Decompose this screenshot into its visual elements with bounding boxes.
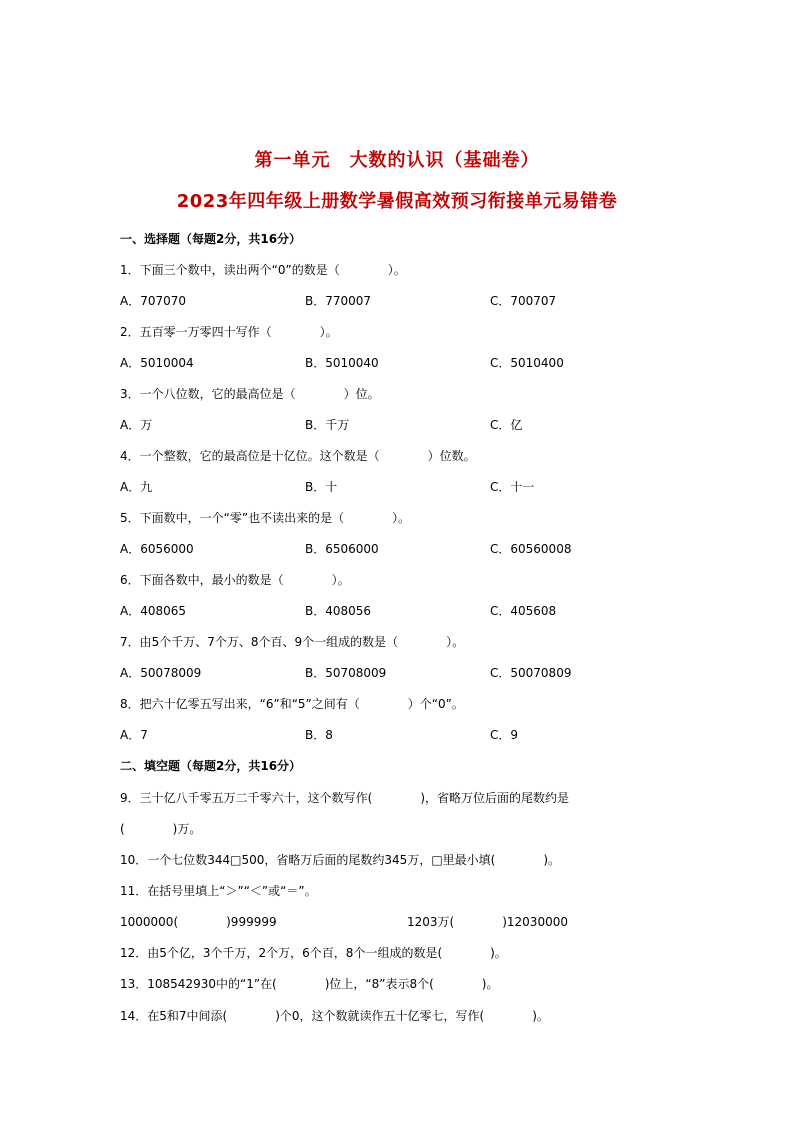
option-b: B．十 [305, 480, 338, 494]
question-stem: 6．下面各数中，最小的数是（ ）。 [120, 573, 350, 587]
page-subtitle: 2023年四年级上册数学暑假高效预习衔接单元易错卷 [176, 191, 618, 212]
option-a: A．50078009 [120, 666, 202, 680]
comparison-right: 1203万( )12030000 [407, 915, 568, 929]
question-stem: 9．三十亿八千零五万二千零六十，这个数写作( )，省略万位后面的尾数约是 [120, 791, 570, 805]
option-a: A．九 [120, 480, 153, 494]
option-c: C．405608 [490, 604, 557, 618]
question-stem: 1．下面三个数中，读出两个“0”的数是（ ）。 [120, 263, 406, 277]
question-stem: 7．由5个千万、7个万、8个百、9个一组成的数是（ ）。 [120, 635, 465, 649]
option-b: B．8 [305, 728, 333, 742]
option-a: A．408065 [120, 604, 187, 618]
option-c: C．十一 [490, 480, 535, 494]
option-b: B．50708009 [305, 666, 387, 680]
question-stem: 8．把六十亿零五写出来，“6”和“5”之间有（ ）个“0”。 [120, 697, 464, 711]
option-a: A．万 [120, 418, 153, 432]
option-b: B．770007 [305, 294, 372, 308]
page-title: 第一单元 大数的认识（基础卷） [254, 150, 540, 171]
question-stem: 4．一个整数，它的最高位是十亿位。这个数是（ ）位数。 [120, 449, 476, 463]
option-a: A．6056000 [120, 542, 194, 556]
question-stem: 12．由5个亿，3个千万，2个万，6个百，8个一组成的数是( )。 [120, 946, 507, 960]
question-stem: 3．一个八位数，它的最高位是（ ）位。 [120, 387, 380, 401]
option-a: A．7 [120, 728, 148, 742]
section-choice-heading: 一、选择题（每题2分，共16分） [120, 232, 302, 246]
option-c: C．700707 [490, 294, 557, 308]
option-c: C．亿 [490, 418, 523, 432]
question-stem-continued: ( )万。 [120, 822, 202, 836]
option-c: C．9 [490, 728, 519, 742]
comparison-left: 1000000( )999999 [120, 915, 277, 929]
option-a: A．707070 [120, 294, 187, 308]
question-stem: 2．五百零一万零四十写作（ ）。 [120, 325, 338, 339]
option-c: C．5010400 [490, 356, 564, 370]
option-b: B．千万 [305, 418, 350, 432]
option-c: C．60560008 [490, 542, 572, 556]
question-stem: 5．下面数中，一个“零”也不读出来的是（ ）。 [120, 511, 411, 525]
question-stem: 13．108542930中的“1”在( )位上，“8”表示8个( )。 [120, 977, 499, 991]
section-fill-heading: 二、填空题（每题2分，共16分） [120, 759, 302, 773]
option-c: C．50070809 [490, 666, 572, 680]
option-b: B．408056 [305, 604, 372, 618]
question-stem: 10．一个七位数344□500，省略万后面的尾数约345万，□里最小填( )。 [120, 853, 561, 867]
question-stem: 14．在5和7中间添( )个0，这个数就读作五十亿零七，写作( )。 [120, 1009, 549, 1023]
option-a: A．5010004 [120, 356, 194, 370]
option-b: B．6506000 [305, 542, 379, 556]
question-stem: 11．在括号里填上“＞”“＜”或“＝”。 [120, 884, 317, 898]
option-b: B．5010040 [305, 356, 379, 370]
